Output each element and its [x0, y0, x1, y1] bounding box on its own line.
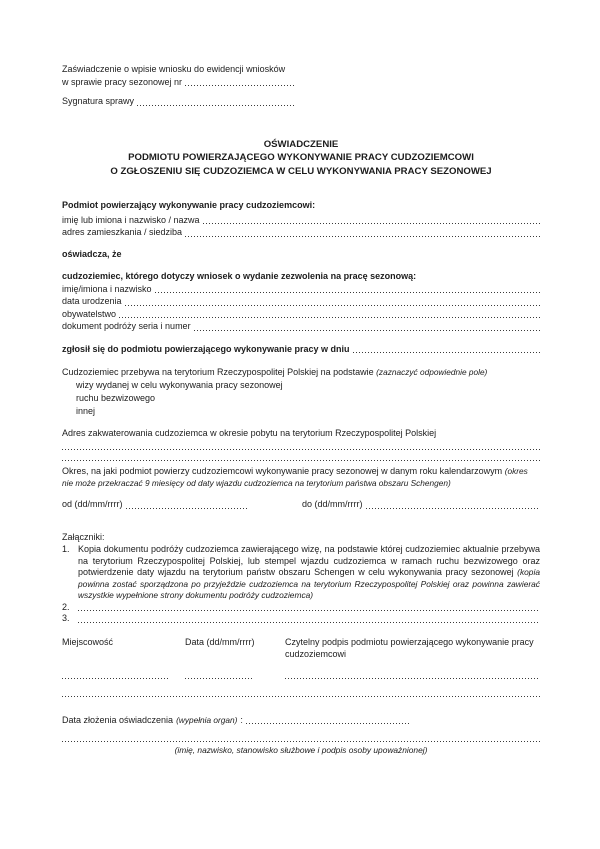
- residence-intro: [62, 366, 540, 379]
- registry-line1: Zaświadczenie o wpisie wniosku do ewidencji wniosków: [62, 64, 286, 74]
- foreigner-traveldoc-row: [62, 320, 540, 333]
- accommodation-section: [62, 427, 540, 462]
- document-title: [62, 138, 540, 179]
- foreigner-birthdate-label: data urodzenia: [62, 296, 122, 306]
- case-signature-row: [62, 95, 294, 108]
- submission-date-row: [62, 714, 540, 727]
- attachment-1-note: (kopia powinna zostać sporządzona po przyjeździe cudzoziemca na terytorium Rzeczypospolitej Polskiej oraz powinna zawierać wszystkie wypełnione strony dokumentu podróży cudzoziemca): [78, 567, 540, 600]
- period-from-field: [126, 508, 248, 509]
- residence-intro-text: Cudzoziemiec przebywa na terytorium Rzeczypospolitej Polskiej na podstawie: [62, 367, 374, 377]
- period-to-label: do (dd/mm/rrrr): [302, 499, 363, 509]
- signature-sign-label: Czytelny podpis podmiotu powierzającego wykonywanie pracy cudzoziemcowi: [285, 636, 534, 659]
- foreigner-fields: [62, 283, 540, 333]
- official-signature-caption: (imię, nazwisko, stanowisko służbowe i podpis osoby upoważnionej): [174, 745, 428, 755]
- period-to-field: [366, 508, 541, 509]
- signature-spacer-1: [170, 678, 185, 679]
- attachments-heading: Załączniki:: [62, 531, 105, 542]
- case-signature-label: Sygnatura sprawy: [62, 96, 135, 106]
- signature-spacer-2: [253, 678, 285, 679]
- residence-options: [62, 379, 540, 418]
- reported-date-field: [353, 352, 540, 353]
- attachment-3-number: 3.: [62, 613, 70, 623]
- signature-date-field: [185, 678, 253, 679]
- attachment-item-1: [62, 544, 540, 602]
- employer-address-field: [185, 236, 540, 237]
- attachment-2-number: 2.: [62, 601, 70, 612]
- employer-name-row: [62, 214, 540, 227]
- residence-basis-section: [62, 366, 540, 418]
- official-signature-line: [62, 741, 540, 742]
- foreigner-traveldoc-label: dokument podróży seria i numer: [62, 321, 191, 331]
- attachment-item-2: [62, 602, 540, 614]
- attachments-section: [62, 531, 540, 625]
- foreigner-citizenship-label: obywatelstwo: [62, 308, 117, 319]
- employer-section-heading: Podmiot powierzający wykonywanie pracy cudzoziemcowi:: [62, 200, 316, 210]
- signature-date-label: Data (dd/mm/rrrr): [185, 636, 255, 647]
- period-from-label: od (dd/mm/rrrr): [62, 499, 123, 509]
- attachment-1-body: [78, 544, 540, 602]
- registry-number-field: [185, 85, 294, 86]
- attachment-1-text: Kopia dokumentu podróży cudzoziemca zawierającego wizę, na podstawie której cudzoziemiec aktualnie przebywa na terytorium Rzeczypospolitej Polskiej, lub stempel wjazdu cudzoziemca w ramach ruchu bezwizowego oraz potwierdzenie daty wjazdu na terytorium państw obszaru Schengen w celu wykonywania pracy sezonowej: [78, 544, 540, 577]
- signature-place-label: Miejscowość: [62, 636, 114, 647]
- foreigner-birthdate-row: [62, 295, 540, 308]
- work-period-text: Okres, na jaki podmiot powierzy cudzoziemcowi wykonywanie pracy sezonowej w danym roku kalendarzowym: [62, 466, 503, 476]
- foreigner-name-row: [62, 283, 540, 296]
- registry-number-label: w sprawie pracy sezonowej nr: [62, 76, 183, 87]
- declares-label: oświadcza, że: [62, 248, 122, 259]
- accommodation-label: Adres zakwaterowania cudzoziemca w okresie pobytu na terytorium Rzeczypospolitej Polskiej: [62, 427, 437, 438]
- registry-number-row: [62, 76, 294, 89]
- foreigner-birthdate-field: [125, 305, 540, 306]
- foreigner-citizenship-field: [119, 317, 540, 318]
- residence-option-other: innej: [76, 405, 96, 416]
- employer-fields: [62, 214, 540, 239]
- foreigner-section-heading: cudzoziemiec, którego dotyczy wniosek o wydanie zezwolenia na pracę sezonową:: [62, 271, 417, 281]
- signature-headers-row: [62, 636, 540, 661]
- period-to-group: [302, 498, 540, 511]
- employer-address-label: adres zamieszkania / siedziba: [62, 227, 183, 237]
- foreigner-name-field: [155, 292, 540, 293]
- registry-header: [62, 63, 294, 108]
- case-signature-field: [137, 105, 294, 106]
- accommodation-fields: [62, 449, 540, 461]
- residence-intro-note: (zaznaczyć odpowiednie pole): [376, 367, 488, 377]
- foreigner-citizenship-row: [62, 308, 540, 321]
- work-period-note: (okres nie może przekraczać 9 miesięcy od daty wjazdu cudzoziemca na terytorium państwa obszaru Schengen): [62, 466, 528, 488]
- title-line1: OŚWIADCZENIE: [263, 138, 339, 150]
- accommodation-field-line1: [62, 449, 540, 450]
- foreigner-name-label: imię/imiona i nazwisko: [62, 283, 152, 294]
- submission-date-field: [246, 723, 411, 724]
- signature-fields-row: [62, 678, 540, 679]
- title-line3: O ZGŁOSZENIU SIĘ CUDZOZIEMCA W CELU WYKONYWANIA PRACY SEZONOWEJ: [110, 165, 492, 177]
- submission-date-label: Data złożenia oświadczenia: [62, 714, 174, 725]
- period-gap: [247, 498, 302, 511]
- employer-name-label: imię lub imiona i nazwisko / nazwa: [62, 214, 200, 225]
- attachment-item-3: [62, 613, 540, 625]
- title-line2: PODMIOTU POWIERZAJĄCEGO WYKONYWANIE PRACY CUDZOZIEMCOWI: [128, 152, 474, 163]
- foreigner-traveldoc-field: [194, 330, 540, 331]
- attachment-3-field: [78, 622, 540, 623]
- reported-date-row: [62, 343, 540, 356]
- extra-dotted-line: [62, 696, 540, 697]
- attachment-1-number: 1.: [62, 544, 70, 554]
- period-from-group: [62, 498, 247, 511]
- signature-place-field: [62, 678, 170, 679]
- work-period-section: [62, 466, 540, 489]
- residence-option-visa-free: ruchu bezwizowego: [76, 392, 156, 403]
- accommodation-field-line2: [62, 460, 540, 461]
- submission-colon: :: [240, 714, 243, 725]
- work-period-dates-row: [62, 498, 540, 511]
- submission-date-note: (wypełnia organ): [176, 714, 238, 725]
- employer-address-row: [62, 226, 540, 239]
- residence-option-visa: wizy wydanej w celu wykonywania pracy sezonowej: [76, 379, 283, 390]
- employer-name-field: [203, 223, 540, 224]
- reported-date-label: zgłosił się do podmiotu powierzającego wykonywanie pracy w dniu: [62, 343, 350, 354]
- signature-sign-field: [285, 678, 540, 679]
- attachment-2-field: [78, 610, 540, 611]
